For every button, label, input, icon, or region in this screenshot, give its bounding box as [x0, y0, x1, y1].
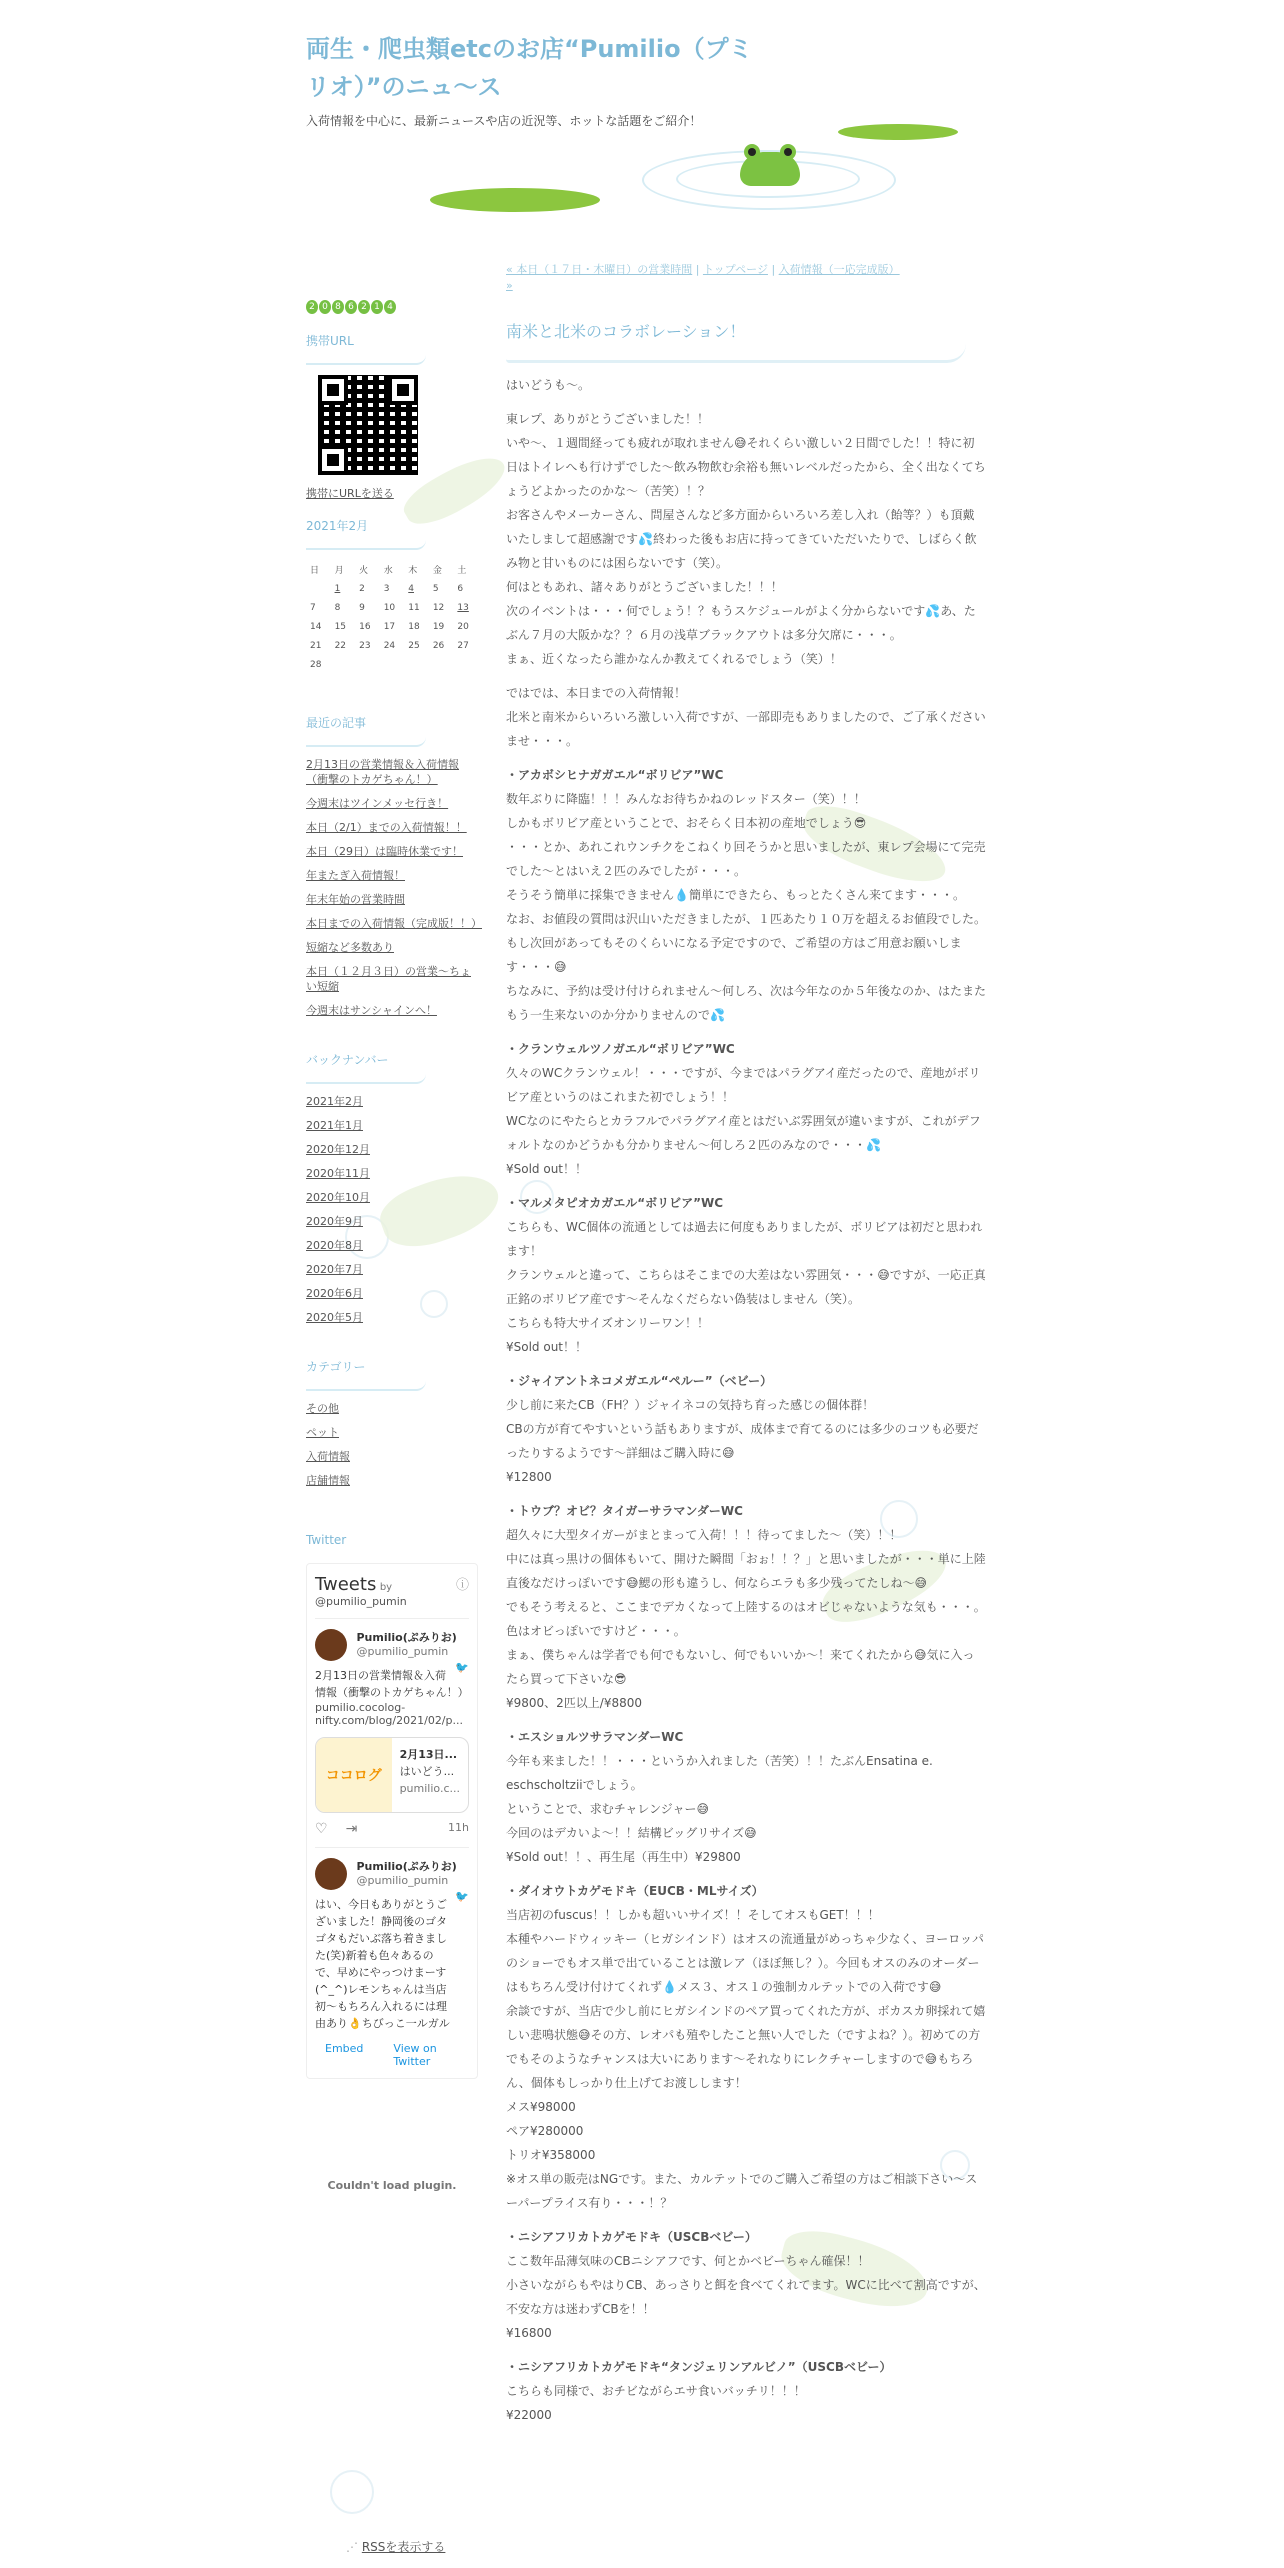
calendar-day: 19	[432, 621, 445, 632]
calendar-day[interactable]	[453, 598, 478, 617]
lily-pad-right	[838, 124, 958, 140]
recent-post-link[interactable]: 2月13日の営業情報＆入荷情報（衝撃のトカゲちゃん！）	[306, 758, 459, 786]
twitter-title: Twitter	[306, 1533, 347, 1547]
post-line: 本種やハードウィッキー（ヒガシインド）はオスの流通量がめっちゃ少なく、ヨーロッパのショーでもオス単で出ていることは激レア（ほぼ無し？）。今回もオスのみのオーダーはもちろん受け付けてくれず💧メス３、オス１の強制カルテットでの入荷です😅	[506, 1932, 984, 1994]
post-line: トリオ¥358000	[506, 2148, 596, 2162]
post-title: 南米と北米のコラボレーション！	[506, 322, 746, 341]
post-line: ということで、求むチャレンジャー😅	[506, 1802, 710, 1816]
recent-post-link[interactable]: 本日（2/1）までの入荷情報！！	[306, 821, 467, 834]
cocolog-logo: ココログ	[316, 1738, 392, 1812]
card-url: pumilio.c...	[399, 1782, 460, 1795]
tweet-author[interactable]	[357, 1629, 457, 1658]
paragraph-spacer	[506, 1869, 986, 1879]
main-content	[506, 262, 986, 2427]
post-line: ¥22000	[506, 2408, 552, 2422]
embed-link[interactable]: Embed	[325, 2042, 364, 2055]
paragraph-spacer	[506, 753, 986, 763]
product-heading: ・トウブ？オビ？タイガーサラマンダーWC	[506, 1504, 743, 1518]
access-counter	[306, 300, 478, 314]
sidebar	[306, 300, 482, 2192]
post-line: いや〜、１週間経っても疲れが取れません😅それくらい激しい２日間でした！！特に初日はトイレへも行けずでした〜飲み物飲む余裕も無いレベルだったから、全く出なくてちょうどよかったのかな〜（苦笑）！？	[506, 436, 986, 498]
archive-month-link[interactable]: 2020年6月	[306, 1287, 363, 1300]
twitter-bird-icon: 🐦	[455, 1661, 469, 1674]
post-line: 数年ぶりに降臨！！！みんなお待ちかねのレッドスター（笑）！！	[506, 792, 866, 806]
send-url-to-mobile-link[interactable]: 携帯にURLを送る	[306, 487, 394, 500]
product-heading: ・クランウェルツノガエル“ボリビア”WC	[506, 1042, 735, 1056]
tweet-time[interactable]: 11h	[448, 1821, 469, 1834]
post-line: こちらも特大サイズオンリーワン！！	[506, 1316, 710, 1330]
calendar-day: 25	[408, 640, 420, 651]
archive-month-link[interactable]: 2020年12月	[306, 1143, 370, 1156]
post-line: ¥Sold out！！	[506, 1162, 588, 1176]
post-line: 久々のWCクランウェル！・・・ですが、今まではパラグアイ産だったので、産地がボリビア産というのはこれまた初でしょう！！	[506, 1066, 981, 1104]
calendar-day: 18	[408, 621, 420, 632]
post-line: 何はともあれ、諸々ありがとうございました！！！	[506, 580, 783, 594]
paragraph-spacer	[506, 2215, 986, 2225]
paragraph-spacer	[506, 397, 986, 407]
post-line: 少し前に来たCB（FH？）ジャイネコの気持ち育った感じの個体群！	[506, 1398, 875, 1412]
calendar-day: 9	[359, 602, 365, 613]
post-navigation	[506, 262, 986, 294]
tweet-author-handle[interactable]: @pumilio_pumin	[356, 1645, 449, 1658]
post-line: 次のイベントは・・・何でしょう！？もうスケジュールがよく分からないです💦あ、たぶん７月の大阪かな？？６月の浅草ブラックアウトは多分欠席に・・・。	[506, 604, 976, 642]
post-line: なお、お値段の質問は沢山いただきましたが、１匹あたり１０万を超えるお値段でした。もし次回があってもそのくらいになる予定ですので、ご希望の方はご用意お願いします・・・😅	[506, 912, 987, 974]
recent-post-link[interactable]: 短縮など多数あり	[306, 941, 394, 954]
paragraph-spacer	[506, 1715, 986, 1725]
calendar-day[interactable]	[404, 579, 429, 598]
counter-digit: 2	[306, 300, 318, 314]
post-line: 今年も来ました！！・・・というか入れました（苦笑）！！たぶんEnsatina e. eschscholtziiでしょう。	[506, 1754, 933, 1792]
category-title: カテゴリー	[306, 1360, 366, 1374]
post-line: メス¥98000	[506, 2100, 576, 2114]
section-divider	[306, 737, 426, 747]
top-page-link[interactable]: トップページ	[702, 263, 768, 276]
post-line: でもそう考えると、ここまでデカくなって上陸するのはオビじゃないような気も・・・。色はオビっぽいですけど・・・。	[506, 1600, 986, 1638]
avatar[interactable]	[315, 1858, 347, 1890]
calendar-day: 28	[310, 659, 322, 670]
tweet-author-name[interactable]: Pumilio(ぷみりお)	[356, 1631, 457, 1644]
product-heading: ・ダイオウトカゲモドキ（EUCB・MLサイズ）	[506, 1884, 764, 1898]
qr-code-icon	[318, 375, 418, 475]
tweet-author[interactable]	[357, 1858, 457, 1887]
calendar-day: 10	[383, 602, 396, 613]
calendar-weekday: 土	[457, 566, 467, 576]
paragraph-spacer	[506, 671, 986, 681]
post-line: 超久々に大型タイガーがまとまって入荷！！！待ってました〜（笑）！！	[506, 1528, 902, 1542]
card-description: はいどう...	[399, 1765, 455, 1778]
rss-link[interactable]: RSSを表示する	[361, 2540, 446, 2554]
calendar-day: 26	[432, 640, 445, 651]
product-heading: ・マルメタピオカガエル“ボリビア”WC	[506, 1196, 724, 1210]
post-line: ¥16800	[506, 2326, 552, 2340]
post-body	[506, 373, 986, 2427]
title-divider	[506, 344, 966, 363]
paragraph-spacer	[506, 2345, 986, 2355]
calendar-day: 6	[457, 583, 464, 594]
category-link[interactable]: 店舗情報	[306, 1474, 350, 1487]
backnumber-title: バックナンバー	[306, 1053, 389, 1067]
counter-digit: 6	[345, 300, 357, 314]
post-line: こちらも同様で、おチビながらエサ食いバッチリ！！！	[506, 2384, 806, 2398]
calendar-day: 15	[334, 621, 347, 632]
post-line: ・・・とか、あれこれウンチクをこねくり回そうかと思いましたが、東レプ会場にて完売でした〜とはいえ２匹のみでしたが・・・。	[506, 840, 986, 878]
archive-month-link[interactable]: 2020年8月	[306, 1239, 363, 1252]
calendar-day-link[interactable]: 4	[408, 583, 414, 594]
post-line: こちらも、WC個体の流通としては過去に何度もありましたが、ボリビアは初だと思われます！	[506, 1220, 983, 1258]
post-line: ペア¥280000	[506, 2124, 584, 2138]
archive-month-link[interactable]: 2021年1月	[306, 1119, 363, 1132]
tweet-text: はい、今日もありがとうございました！静岡後のゴタゴタもだいぶ落ち着きました(笑)新着も色々あるので、早めにやっつけまーす(^_^)レモンちゃんは当店初～もちろん入れるには理由あり👌ちびっこ一ルガル	[315, 1898, 450, 2030]
post-line: CBの方が育てやすいという話もありますが、成体まで育てるのには多少のコツも必要だったりするようです〜詳細はご購入時に😅	[506, 1422, 979, 1460]
counter-digit: 2	[358, 300, 370, 314]
calendar-weekday: 火	[359, 566, 369, 576]
calendar-day-link[interactable]: 1	[334, 583, 341, 594]
twitter-bird-icon: 🐦	[455, 1890, 469, 1903]
nav-separator: |	[767, 263, 779, 276]
counter-digit: 0	[319, 300, 331, 314]
calendar-weekday: 木	[408, 566, 418, 576]
post-line: ここ数年品薄気味のCBニシアフです、何とかベビーちゃん確保！！	[506, 2254, 870, 2268]
section-divider	[306, 540, 426, 550]
counter-digit: 8	[332, 300, 344, 314]
rss-area	[346, 2538, 445, 2555]
product-heading: ・ジャイアントネコメガエル“ペルー”（ベビー）	[506, 1374, 773, 1388]
calendar-day: 21	[310, 640, 322, 651]
tweets-header: Tweets	[315, 1574, 377, 1595]
next-post-arrow-link[interactable]: »	[506, 279, 513, 292]
paragraph-spacer	[506, 1359, 986, 1369]
tweet-text: 2月13日の営業情報＆入荷情報（衝撃のトカゲちゃん！）	[315, 1669, 469, 1699]
post-line: 東レプ、ありがとうございました！！	[506, 412, 710, 426]
calendar-title: 2021年2月	[306, 519, 369, 533]
recent-posts-title: 最近の記事	[306, 716, 367, 730]
calendar-day: 23	[359, 640, 371, 651]
calendar-weekday: 金	[432, 566, 442, 576]
category-link[interactable]: 入荷情報	[306, 1450, 350, 1463]
paragraph-spacer	[506, 1027, 986, 1037]
section-divider	[306, 1074, 426, 1084]
frog-icon	[740, 152, 800, 186]
archive-month-link[interactable]: 2020年10月	[306, 1191, 370, 1204]
post-line: お客さんやメーカーさん、問屋さんなど多方面からいろいろ差し入れ（飴等？）も頂戴いたしまして超感謝です💦終わった後もお店に持ってきていただいたりで、しばらく飲み物と甘いものには困らないです（笑）。	[506, 508, 977, 570]
calendar-weekday: 月	[334, 566, 344, 576]
blog-title[interactable]: 両生・爬虫類etcのお店“Pumilio（プミリオ）”のニュ〜ス	[306, 35, 753, 101]
calendar-day: 24	[383, 640, 396, 651]
post-line: 余談ですが、当店で少し前にヒガシインドのペア買ってくれた方が、ボカスカ卵採れて嬉しい悲鳴状態😅その方、レオパも殖やしたこと無い人でした（ですよね？）。初めての方でもそのようなチャンスは大いにあります〜それなりにレクチャーしますので😅もちろん、個体もしっかり仕上げてお渡しします！	[506, 2004, 986, 2090]
view-on-twitter-link[interactable]: View on Twitter	[393, 2042, 437, 2068]
post-line: ¥9800、2匹以上/¥8800	[506, 1696, 643, 1710]
prev-post-link[interactable]: « 本日（１７日・木曜日）の営業時間	[506, 263, 693, 276]
calendar-day: 12	[432, 602, 445, 613]
post-line: ※オス単の販売はNGです。また、カルテットでのご購入ご希望の方はご相談下さい〜スーパープライス有り・・・！？	[506, 2172, 978, 2210]
calendar-day-link[interactable]: 13	[457, 602, 469, 613]
nav-separator: |	[692, 263, 703, 276]
calendar-day	[306, 579, 331, 598]
recent-post-link[interactable]: 今週末はサンシャインへ！	[306, 1004, 437, 1017]
post-line: ¥Sold out！！、再生尾（再生中）¥29800	[506, 1850, 741, 1864]
product-heading: ・エスショルツサラマンダーWC	[506, 1730, 684, 1744]
blog-description: 入荷情報を中心に、最新ニュースや店の近況等、ホットな話題をご紹介！	[306, 114, 702, 128]
recent-post-link[interactable]: 年またぎ入荷情報！	[306, 869, 405, 882]
counter-digit: 4	[384, 300, 396, 314]
counter-digit: 1	[371, 300, 383, 314]
calendar	[306, 560, 478, 674]
tweet	[315, 1618, 469, 1837]
post-line: ちなみに、予約は受け付けられません〜何しろ、次は今年なのか５年後なのか、はたまたもう一生来ないのか分かりませんので💦	[506, 984, 987, 1022]
tweet-link-card[interactable]	[315, 1737, 469, 1813]
post-line: ¥12800	[506, 1470, 552, 1484]
rss-icon: ⋰	[346, 2540, 358, 2554]
category-link[interactable]: ペット	[306, 1426, 339, 1439]
post-line: クランウェルと違って、こちらはそこまでの大差はない雰囲気・・・😅ですが、一応正真正銘のボリビア産です〜そんなくだらない偽装はしません（笑）。	[506, 1268, 986, 1306]
product-heading: ・ニシアフリカトカゲモドキ（USCBベビー）	[506, 2230, 757, 2244]
post-line: 小さいながらもやはりCB、あっさりと餌を食べてくれてます。WCに比べて割高ですが、不安な方は迷わずCBを！！	[506, 2278, 986, 2316]
category-link[interactable]: その他	[306, 1402, 339, 1415]
section-divider	[306, 355, 426, 365]
tweet-link[interactable]: pumilio.cocolog-nifty.com/blog/2021/02/p...	[315, 1701, 463, 1727]
calendar-weekday: 水	[383, 566, 393, 576]
calendar-day: 8	[334, 602, 341, 613]
calendar-day: 11	[408, 602, 420, 613]
post-line: まぁ、僕ちゃんは学者でも何でもないし、何でもいいか〜！来てくれたから😅気に入ったら買って下さいな😎	[506, 1648, 975, 1686]
archive-month-link[interactable]: 2021年2月	[306, 1095, 363, 1108]
like-icon[interactable]: ♡	[315, 1821, 328, 1837]
recent-post-link[interactable]: 年末年始の営業時間	[306, 893, 405, 906]
post-line: しかもボリビア産ということで、おそらく日本初の産地でしょう😎	[506, 816, 867, 830]
calendar-day: 7	[310, 602, 316, 613]
calendar-day: 3	[383, 583, 390, 594]
post-line: そうそう簡単に採集できません💧簡単にできたら、もっとたくさん来てます・・・。	[506, 888, 965, 902]
recent-post-link[interactable]: 本日までの入荷情報（完成版！！）	[306, 917, 482, 930]
info-icon[interactable]: ⓘ	[455, 1578, 469, 1593]
post-line: WCなのにやたらとカラフルでパラグアイ産とはだいぶ雰囲気が違いますが、これがデフォルトなのかどうかも分かりません〜何しろ２匹のみなので・・・💦	[506, 1114, 981, 1152]
archive-month-link[interactable]: 2020年7月	[306, 1263, 363, 1276]
post-line: 中には真っ黒けの個体もいて、開けた瞬間「おぉ！！？」と思いましたが・・・単に上陸直後なだけっぽいです😅鰓の形も違うし、何ならエラも多少残ってたしね〜😅	[506, 1552, 986, 1590]
post-line: はいどうも〜。	[506, 378, 591, 392]
calendar-day[interactable]	[331, 579, 356, 598]
share-icon[interactable]: ⇥	[345, 1821, 358, 1837]
calendar-day: 2	[359, 583, 365, 594]
tweets-by: by	[379, 1582, 393, 1593]
tweet-author-handle[interactable]: @pumilio_pumin	[356, 1874, 449, 1887]
category-list	[306, 1401, 478, 1488]
archive-month-link[interactable]: 2020年11月	[306, 1167, 370, 1180]
calendar-day: 14	[310, 621, 322, 632]
tweet-author-name[interactable]: Pumilio(ぷみりお)	[356, 1860, 457, 1873]
twitter-handle-link[interactable]: @pumilio_pumin	[315, 1595, 407, 1608]
calendar-day: 5	[432, 583, 439, 594]
post-line: まぁ、近くなったら誰かなんか教えてくれるでしょう（笑）！	[506, 652, 842, 666]
mobile-url-title: 携帯URL	[306, 334, 354, 348]
calendar-day: 16	[359, 621, 371, 632]
calendar-weekday: 日	[310, 566, 320, 576]
calendar-day: 22	[334, 640, 347, 651]
post-line: ¥Sold out！！	[506, 1340, 588, 1354]
twitter-timeline	[306, 1563, 478, 2079]
lily-pad-left	[430, 188, 600, 212]
avatar[interactable]	[315, 1629, 347, 1661]
page-wrapper	[306, 0, 986, 2568]
paragraph-spacer	[506, 1181, 986, 1191]
product-heading: ・アカボシヒナガガエル“ボリビア”WC	[506, 768, 724, 782]
post-line: ではでは、本日までの入荷情報！	[506, 686, 687, 700]
product-heading: ・ニシアフリカトカゲモドキ“タンジェリンアルビノ”（USCBベビー）	[506, 2360, 892, 2374]
archive-month-link[interactable]: 2020年5月	[306, 1311, 363, 1324]
tweet	[315, 1847, 469, 2032]
archive-month-link[interactable]: 2020年9月	[306, 1215, 363, 1228]
post-line: 今回のはデカいよ〜！！結構ビッグリサイズ😅	[506, 1826, 757, 1840]
calendar-day: 17	[383, 621, 396, 632]
section-divider	[306, 1381, 426, 1391]
calendar-day: 20	[457, 621, 469, 632]
recent-post-link[interactable]: 本日（１２月３日）の営業〜ちょい短縮	[306, 965, 471, 993]
next-post-link[interactable]: 入荷情報（一応完成版）	[778, 263, 900, 276]
post-line: 当店初のfuscus！！しかも超いいサイズ！！そしてオスもGET！！！	[506, 1908, 880, 1922]
recent-post-link[interactable]: 本日（29日）は臨時休業です！	[306, 845, 463, 858]
plugin-error-message: Couldn't load plugin.	[327, 2179, 457, 2192]
calendar-day: 27	[457, 640, 469, 651]
post-line: 北米と南米からいろいろ激しい入荷ですが、一部即売もありましたので、ご了承くださいませ・・・。	[506, 710, 986, 748]
recent-posts-list	[306, 757, 482, 1018]
backnumber-list	[306, 1094, 478, 1325]
paragraph-spacer	[506, 1489, 986, 1499]
recent-post-link[interactable]: 今週末はツインメッセ行き！	[306, 797, 449, 810]
card-title: 2月13日...	[399, 1748, 458, 1761]
